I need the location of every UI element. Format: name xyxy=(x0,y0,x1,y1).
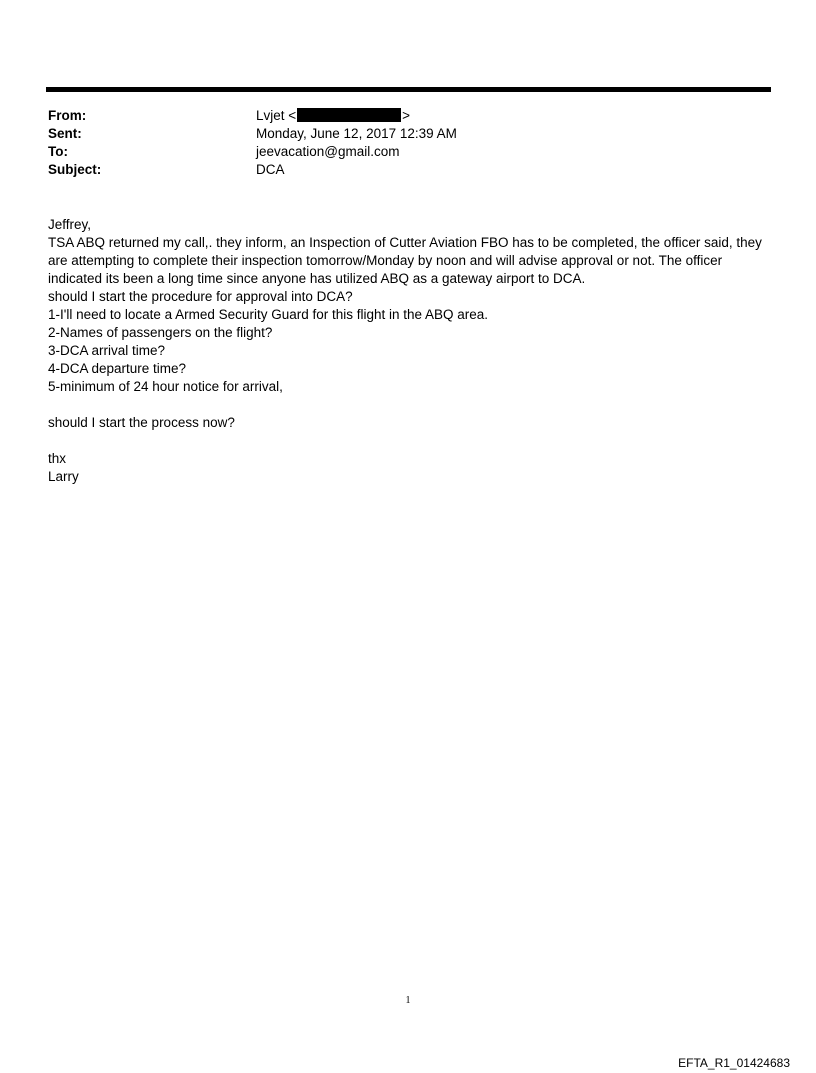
from-row xyxy=(48,107,768,125)
email-header xyxy=(48,107,768,179)
list-item: 2-Names of passengers on the flight? xyxy=(48,325,273,340)
body-line: should I start the procedure for approval into DCA? xyxy=(48,289,353,304)
header-divider xyxy=(46,87,771,92)
list-item: 1-I'll need to locate a Armed Security Guard for this flight in the ABQ area. xyxy=(48,307,489,322)
subject-row xyxy=(48,161,768,179)
from-label: From: xyxy=(48,108,87,123)
subject-label: Subject: xyxy=(48,162,102,177)
list-item: 5-minimum of 24 hour notice for arrival, xyxy=(48,379,283,394)
body-line: TSA ABQ returned my call,. they inform, an Inspection of Cutter Aviation FBO has to be completed, the officer said, they xyxy=(48,235,762,250)
list-item: 3-DCA arrival time? xyxy=(48,343,166,358)
list-item: 4-DCA departure time? xyxy=(48,361,187,376)
paragraph-gap xyxy=(48,396,770,414)
signoff: thx xyxy=(48,451,67,466)
to-label: To: xyxy=(48,144,68,159)
subject-value: DCA xyxy=(256,162,285,177)
to-row xyxy=(48,143,768,161)
question-line: should I start the process now? xyxy=(48,415,235,430)
from-close: > xyxy=(402,108,411,123)
from-value xyxy=(256,107,768,125)
bates-number: EFTA_R1_01424683 xyxy=(678,1056,790,1070)
from-name: Lvjet < xyxy=(256,108,297,123)
sent-label: Sent: xyxy=(48,126,82,141)
sent-row xyxy=(48,125,768,143)
email-body xyxy=(48,216,770,486)
sent-value: Monday, June 12, 2017 12:39 AM xyxy=(256,126,457,141)
signature: Larry xyxy=(48,469,79,484)
redaction-box xyxy=(297,108,401,122)
page-number: 1 xyxy=(405,995,411,1006)
body-line: indicated its been a long time since anyone has utilized ABQ as a gateway airport to DCA. xyxy=(48,271,586,286)
paragraph-gap xyxy=(48,432,770,450)
to-value: jeevacation@gmail.com xyxy=(256,144,400,159)
body-line: are attempting to complete their inspection tomorrow/Monday by noon and will advise approval or not. The officer xyxy=(48,253,723,268)
greeting: Jeffrey, xyxy=(48,217,92,232)
